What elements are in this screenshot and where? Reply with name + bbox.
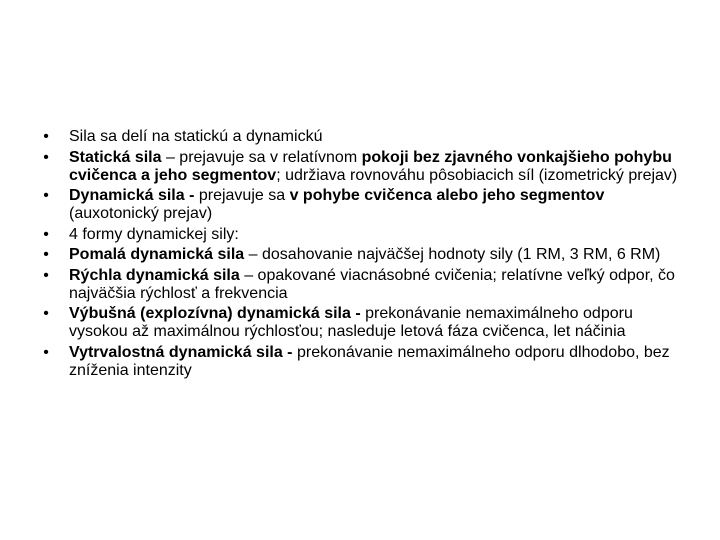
list-item [40,344,690,380]
item-text: – opakované viacnásobné cvičenia; relatívne veľký odpor, čo najväčšia rýchlosť a frekvencia [69,266,675,302]
item-text: – prejavuje sa v relatívnom [161,148,362,166]
item-text: prejavuje sa [194,187,290,204]
bullet-marker: • [43,266,49,284]
item-term: Dynamická sila - [69,187,195,204]
list-item [40,267,690,303]
bullet-marker: • [43,343,49,361]
item-term: Výbušná (explozívna) dynamická sila - [69,305,361,322]
bullet-marker: • [43,148,49,166]
bullet-marker: • [43,187,49,204]
item-text: prekonávanie nemaximálneho odporu dlhodobo, bez zníženia intenzity [69,343,670,379]
bullet-marker: • [43,305,49,322]
list-item [40,246,690,264]
item-text: prekonávanie nemaximálneho odporu vysokou až maximálnou rýchlosťou; nasleduje letová fáza cvičenca, let náčinia [69,305,633,340]
item-text: (auxotonický prejav) [69,205,213,222]
item-text: ; udržiava rovnováhu pôsobiacich síl (izometrický prejav) [276,166,678,184]
bullet-marker: • [43,246,49,263]
item-emphasis: v pohybe cvičenca alebo jeho segmentov [289,187,605,204]
list-item [40,187,690,223]
item-text: – dosahovanie najväčšej hodnoty sily (1 RM, 3 RM, 6 RM) [244,246,661,263]
item-text: 4 formy dynamickej sily: [69,225,239,243]
item-term: Pomalá dynamická sila [69,246,245,263]
item-term: Rýchla dynamická sila [69,266,240,284]
list-item [40,226,690,244]
list-item [40,128,690,146]
item-term: Vytrvalostná dynamická sila - [69,343,293,361]
bullet-marker: • [43,128,49,145]
list-item [40,149,690,185]
item-emphasis: pokoji bez zjavného vonkajšieho pohybu cvičenca a jeho segmentov [69,148,672,184]
bullet-list [40,128,690,382]
item-term: Statická sila [69,148,162,166]
bullet-marker: • [43,225,49,243]
list-item [40,305,690,341]
item-text: Sila sa delí na statickú a dynamickú [69,128,323,145]
